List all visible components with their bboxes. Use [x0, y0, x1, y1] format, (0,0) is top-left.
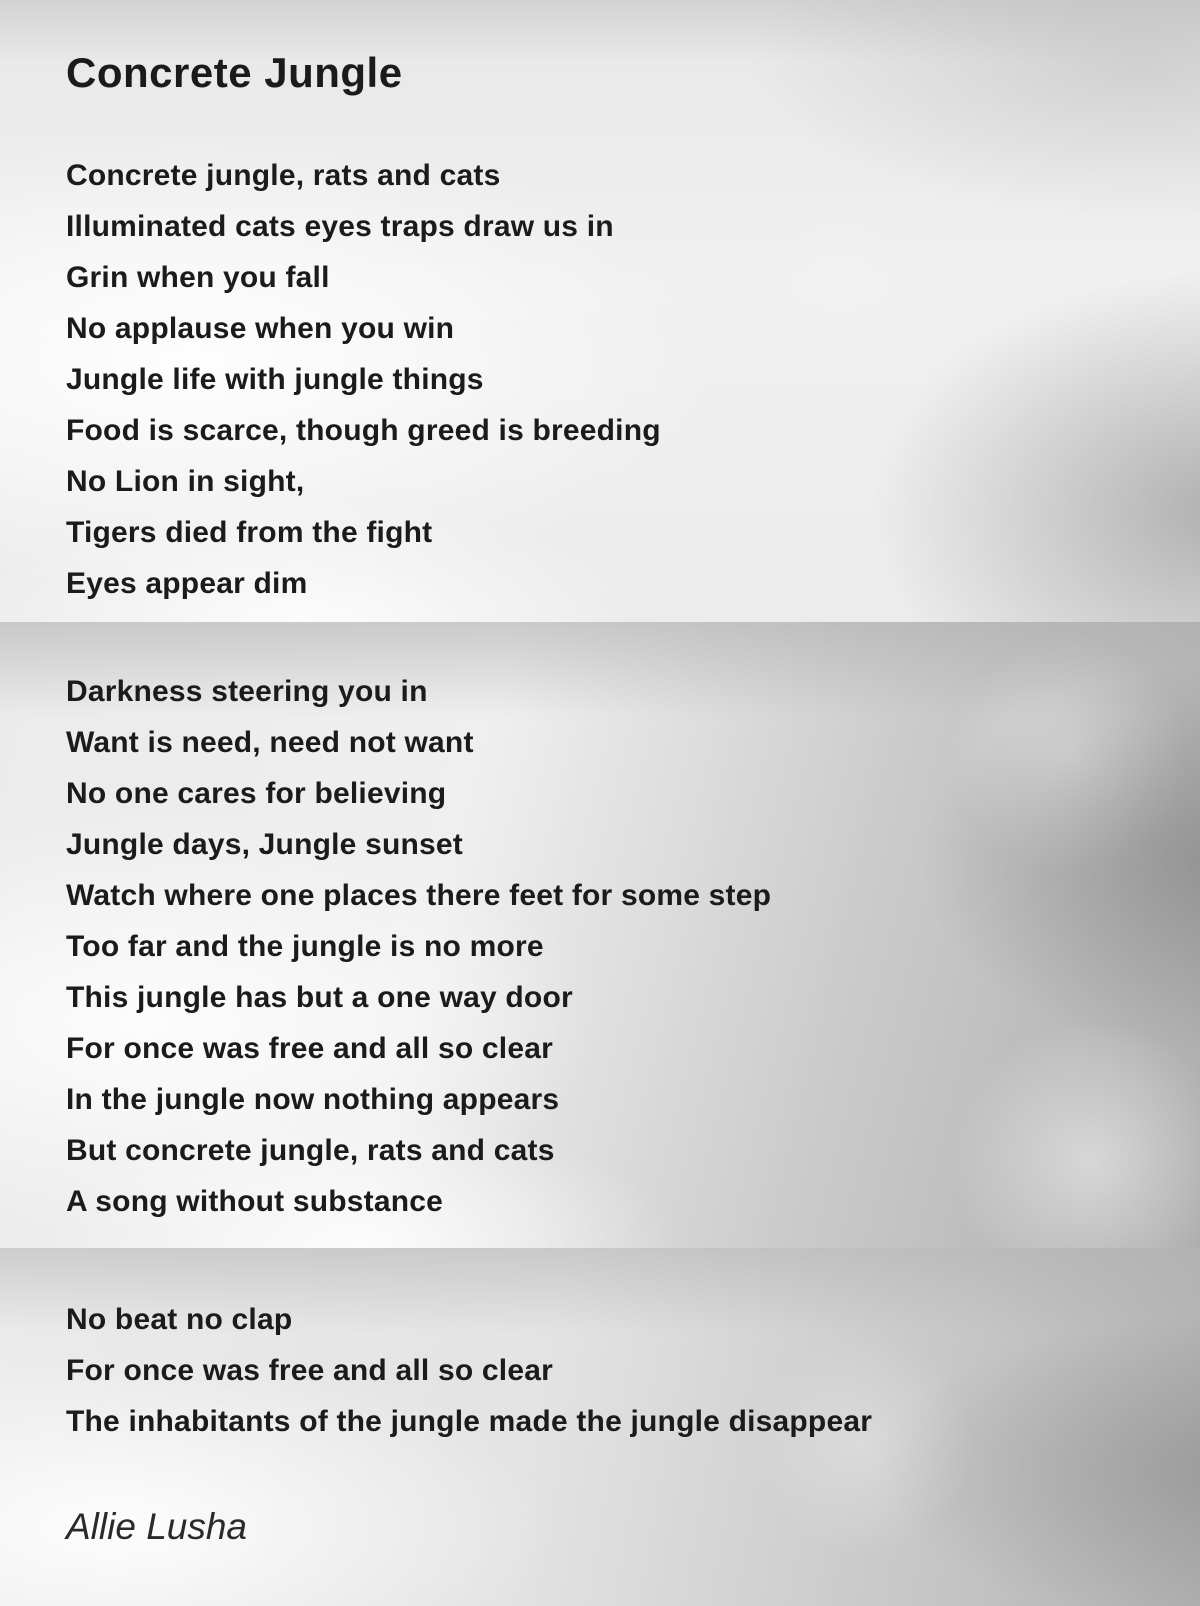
poem-line: No applause when you win	[66, 312, 455, 345]
stanza-1	[66, 150, 661, 609]
poem-line: But concrete jungle, rats and cats	[66, 1134, 555, 1167]
poem-line: Eyes appear dim	[66, 567, 308, 600]
poem-line: Darkness steering you in	[66, 675, 428, 708]
poem-title: Concrete Jungle	[66, 49, 403, 96]
poem-line: Food is scarce, though greed is breeding	[66, 414, 661, 447]
poem-line: No beat no clap	[66, 1303, 293, 1336]
poem-line: In the jungle now nothing appears	[66, 1083, 560, 1116]
poem-line: Tigers died from the fight	[66, 516, 433, 549]
poem-line: This jungle has but a one way door	[66, 981, 573, 1014]
poem-line: Jungle days, Jungle sunset	[66, 828, 463, 861]
poem-line: Too far and the jungle is no more	[66, 930, 544, 963]
poem-line: For once was free and all so clear	[66, 1354, 553, 1387]
poem-line: Jungle life with jungle things	[66, 363, 484, 396]
poem-author: Allie Lusha	[66, 1506, 248, 1547]
stanza-2	[66, 666, 771, 1227]
poem-line: A song without substance	[66, 1185, 444, 1218]
poem-line: Watch where one places there feet for some step	[66, 879, 772, 912]
poem-line: No one cares for believing	[66, 777, 447, 810]
poem-line: For once was free and all so clear	[66, 1032, 553, 1065]
poem-line: Concrete jungle, rats and cats	[66, 159, 501, 192]
poem-line: Grin when you fall	[66, 261, 330, 294]
poem-line: Illuminated cats eyes traps draw us in	[66, 210, 614, 243]
poem-line: Want is need, need not want	[66, 726, 474, 759]
stanza-3	[66, 1294, 872, 1447]
poem-line: The inhabitants of the jungle made the jungle disappear	[66, 1405, 873, 1438]
poem-line: No Lion in sight,	[66, 465, 305, 498]
